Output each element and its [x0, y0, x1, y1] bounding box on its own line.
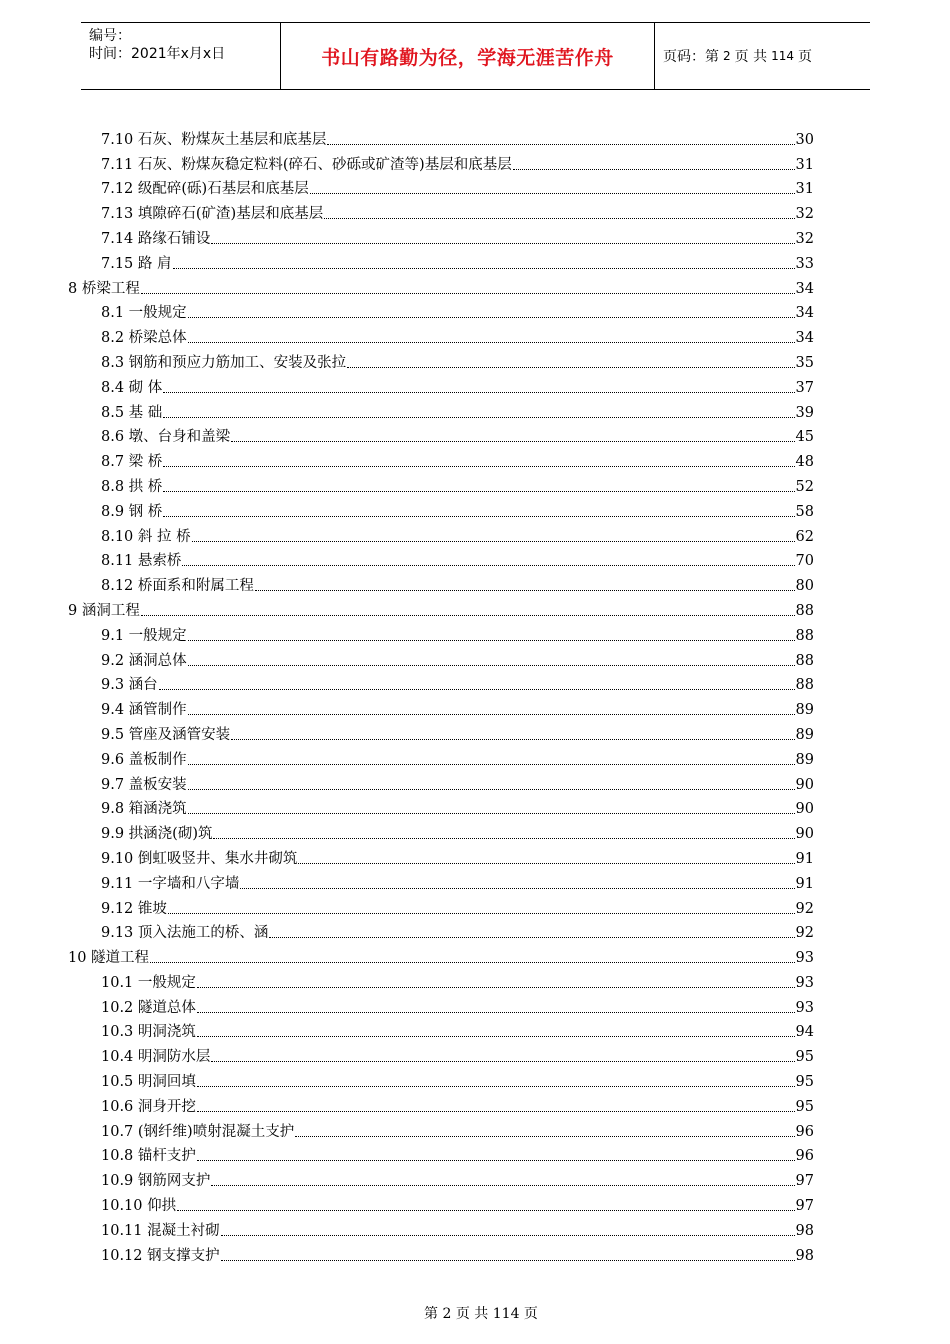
- toc-dot-leader: [327, 144, 794, 145]
- toc-entry[interactable]: [68, 471, 814, 496]
- toc-entry-page: 34: [795, 280, 814, 297]
- toc-dot-leader: [197, 1012, 795, 1013]
- toc-entry-title: 10.3 明洞浇筑: [101, 1024, 196, 1041]
- toc-dot-leader: [188, 764, 795, 765]
- toc-entry[interactable]: [68, 372, 814, 397]
- toc-entry-page: 89: [795, 751, 814, 768]
- page-suffix: 页: [798, 49, 812, 65]
- toc-entry-title: 10.7 (钢纤维)喷射混凝土支护: [101, 1123, 295, 1140]
- toc-entry-title: 8.1 一般规定: [101, 305, 187, 322]
- toc-entry[interactable]: [68, 992, 814, 1017]
- toc-entry-title: 8.12 桥面系和附属工程: [101, 578, 254, 595]
- toc-entry[interactable]: [68, 1041, 814, 1066]
- toc-entry[interactable]: [68, 670, 814, 695]
- toc-entry-title: 9.6 盖板制作: [101, 751, 187, 768]
- toc-entry-page: 39: [795, 404, 814, 421]
- toc-dot-leader: [163, 466, 794, 467]
- toc-entry-page: 96: [795, 1123, 814, 1140]
- toc-dot-leader: [211, 243, 794, 244]
- toc-entry[interactable]: [68, 223, 814, 248]
- toc-dot-leader: [231, 441, 794, 442]
- toc-dot-leader: [188, 789, 795, 790]
- toc-entry-title: 9.9 拱涵浇(砌)筑: [101, 826, 213, 843]
- toc-entry[interactable]: [68, 1215, 814, 1240]
- toc-entry-title: 8.5 基 础: [101, 404, 163, 421]
- toc-entry[interactable]: [68, 298, 814, 323]
- toc-entry-title: 9.3 涵台: [101, 677, 158, 694]
- toc-entry[interactable]: [68, 322, 814, 347]
- toc-entry-page: 95: [795, 1074, 814, 1091]
- toc-entry[interactable]: [68, 893, 814, 918]
- toc-entry-title: 7.11 石灰、粉煤灰稳定粒料(碎石、砂砾或矿渣等)基层和底基层: [101, 156, 512, 173]
- toc-entry-page: 30: [795, 131, 814, 148]
- toc-entry-title: 9.13 顶入法施工的桥、涵: [101, 925, 269, 942]
- toc-entry-title: 9.8 箱涵浇筑: [101, 801, 187, 818]
- toc-entry-page: 96: [795, 1148, 814, 1165]
- toc-entry[interactable]: [68, 1240, 814, 1265]
- toc-entry[interactable]: [68, 521, 814, 546]
- toc-dot-leader: [197, 1036, 795, 1037]
- toc-entry-page: 97: [795, 1173, 814, 1190]
- toc-entry-title: 8.2 桥梁总体: [101, 330, 187, 347]
- toc-entry[interactable]: [68, 1116, 814, 1141]
- toc-entry[interactable]: [68, 719, 814, 744]
- toc-entry[interactable]: [68, 1165, 814, 1190]
- toc-entry-page: 94: [795, 1024, 814, 1041]
- header-page-info: [655, 23, 870, 89]
- toc-entry[interactable]: [68, 124, 814, 149]
- toc-entry-page: 32: [795, 230, 814, 247]
- toc-entry[interactable]: [68, 942, 814, 967]
- toc-dot-leader: [211, 1061, 794, 1062]
- toc-dot-leader: [188, 714, 795, 715]
- toc-entry-page: 45: [795, 429, 814, 446]
- toc-entry-title: 8.10 斜 拉 桥: [101, 528, 191, 545]
- toc-entry-page: 92: [795, 900, 814, 917]
- toc-entry[interactable]: [68, 496, 814, 521]
- toc-entry-title: 10.10 仰拱: [101, 1198, 177, 1215]
- toc-entry[interactable]: [68, 967, 814, 992]
- page-footer: 第 2 页 共 114 页: [424, 1306, 538, 1322]
- toc-dot-leader: [141, 293, 795, 294]
- toc-entry-title: 10.9 钢筋网支护: [101, 1173, 211, 1190]
- toc-dot-leader: [163, 516, 794, 517]
- toc-entry-page: 33: [795, 255, 814, 272]
- toc-entry-page: 89: [795, 702, 814, 719]
- toc-entry[interactable]: [68, 397, 814, 422]
- toc-dot-leader: [197, 987, 795, 988]
- toc-entry-page: 62: [795, 528, 814, 545]
- toc-entry-title: 7.10 石灰、粉煤灰土基层和底基层: [101, 131, 327, 148]
- toc-entry[interactable]: [68, 570, 814, 595]
- toc-dot-leader: [255, 590, 795, 591]
- toc-dot-leader: [231, 739, 794, 740]
- toc-entry-page: 91: [795, 850, 814, 867]
- toc-entry-title: 10.5 明洞回填: [101, 1074, 196, 1091]
- toc-dot-leader: [221, 1260, 795, 1261]
- toc-entry-title: 9.10 倒虹吸竖井、集水井砌筑: [101, 850, 298, 867]
- toc-entry-page: 90: [795, 776, 814, 793]
- page-current: 2: [723, 49, 731, 63]
- toc-entry[interactable]: [68, 918, 814, 943]
- toc-dot-leader: [177, 1210, 794, 1211]
- toc-entry-title: 9.12 锥坡: [101, 900, 167, 917]
- toc-dot-leader: [197, 1086, 795, 1087]
- toc-dot-leader: [324, 218, 794, 219]
- toc-entry[interactable]: [68, 1017, 814, 1042]
- toc-entry[interactable]: [68, 744, 814, 769]
- toc-dot-leader: [513, 169, 795, 170]
- toc-entry-title: 8.4 砌 体: [101, 379, 163, 396]
- toc-dot-leader: [141, 615, 795, 616]
- toc-entry[interactable]: [68, 868, 814, 893]
- toc-entry[interactable]: [68, 273, 814, 298]
- toc-dot-leader: [298, 863, 794, 864]
- toc-entry[interactable]: [68, 446, 814, 471]
- toc-dot-leader: [310, 193, 795, 194]
- toc-entry-page: 31: [795, 181, 814, 198]
- toc-entry-page: 93: [795, 950, 814, 967]
- toc-entry-page: 90: [795, 801, 814, 818]
- toc-entry-page: 34: [795, 305, 814, 322]
- toc-entry[interactable]: [68, 149, 814, 174]
- toc-entry-page: 91: [795, 875, 814, 892]
- toc-entry[interactable]: [68, 546, 814, 571]
- document-time-label: 时间：2021年x月x日: [89, 46, 226, 62]
- toc-dot-leader: [188, 665, 795, 666]
- toc-entry[interactable]: [68, 595, 814, 620]
- header-meta: [81, 23, 281, 89]
- toc-entry-page: 31: [795, 156, 814, 173]
- toc-entry-page: 80: [795, 578, 814, 595]
- toc-entry-page: 37: [795, 379, 814, 396]
- toc-entry-page: 88: [795, 602, 814, 619]
- toc-entry[interactable]: [68, 198, 814, 223]
- toc-dot-leader: [269, 937, 794, 938]
- toc-entry-page: 98: [795, 1222, 814, 1239]
- toc-dot-leader: [159, 689, 795, 690]
- page-total: 114: [771, 49, 794, 63]
- page-mid: 页 共: [734, 49, 768, 65]
- toc-entry-page: 98: [795, 1247, 814, 1264]
- toc-dot-leader: [295, 1136, 794, 1137]
- toc-entry-title: 9.2 涵洞总体: [101, 652, 187, 669]
- toc-entry-title: 10 隧道工程: [68, 950, 150, 967]
- toc-entry[interactable]: [68, 694, 814, 719]
- header-motto: 书山有路勤为径，学海无涯苦作舟: [321, 46, 614, 69]
- toc-entry-title: 10.8 锚杆支护: [101, 1148, 196, 1165]
- toc-dot-leader: [188, 813, 795, 814]
- toc-entry-title: 10.6 洞身开挖: [101, 1098, 196, 1115]
- toc-entry-title: 7.12 级配碎(砾)石基层和底基层: [101, 181, 309, 198]
- toc-entry-title: 9.4 涵管制作: [101, 702, 187, 719]
- toc-entry-page: 35: [795, 354, 814, 371]
- toc-entry-page: 88: [795, 627, 814, 644]
- toc-dot-leader: [192, 541, 795, 542]
- toc-entry[interactable]: [68, 174, 814, 199]
- toc-dot-leader: [213, 838, 794, 839]
- toc-entry-title: 8.11 悬索桥: [101, 553, 182, 570]
- toc-entry[interactable]: [68, 248, 814, 273]
- toc-entry-title: 8.7 梁 桥: [101, 454, 163, 471]
- toc-entry-page: 32: [795, 206, 814, 223]
- toc-entry-title: 9.5 管座及涵管安装: [101, 726, 231, 743]
- toc-dot-leader: [347, 367, 794, 368]
- toc-dot-leader: [188, 342, 795, 343]
- toc-entry[interactable]: [68, 620, 814, 645]
- toc-dot-leader: [188, 640, 795, 641]
- toc-entry[interactable]: [68, 1141, 814, 1166]
- toc-dot-leader: [168, 913, 795, 914]
- toc-entry-page: 48: [795, 454, 814, 471]
- toc-entry-title: 9.7 盖板安装: [101, 776, 187, 793]
- toc-entry-page: 93: [795, 974, 814, 991]
- toc-dot-leader: [182, 565, 794, 566]
- toc-entry-page: 88: [795, 652, 814, 669]
- toc-entry-title: 10.11 混凝土衬砌: [101, 1222, 220, 1239]
- toc-entry[interactable]: [68, 843, 814, 868]
- toc-entry[interactable]: [68, 645, 814, 670]
- toc-entry-page: 88: [795, 677, 814, 694]
- toc-dot-leader: [150, 962, 794, 963]
- toc-entry[interactable]: [68, 347, 814, 372]
- page-prefix: 页码：第: [663, 49, 719, 65]
- toc-dot-leader: [240, 888, 794, 889]
- table-of-contents: [68, 124, 814, 1265]
- header-motto-cell: [281, 23, 655, 89]
- toc-entry-title: 9.1 一般规定: [101, 627, 187, 644]
- toc-entry-page: 95: [795, 1049, 814, 1066]
- toc-dot-leader: [163, 417, 794, 418]
- toc-entry-title: 7.14 路缘石铺设: [101, 230, 211, 247]
- toc-dot-leader: [188, 317, 795, 318]
- toc-entry-title: 8.9 钢 桥: [101, 503, 163, 520]
- toc-entry-title: 8 桥梁工程: [68, 280, 140, 297]
- toc-entry-title: 10.1 一般规定: [101, 974, 196, 991]
- toc-entry[interactable]: [68, 1066, 814, 1091]
- toc-entry-title: 7.13 填隙碎石(矿渣)基层和底基层: [101, 206, 324, 223]
- toc-entry-title: 8.3 钢筋和预应力筋加工、安装及张拉: [101, 354, 347, 371]
- toc-entry-title: 10.4 明洞防水层: [101, 1049, 211, 1066]
- toc-entry-page: 95: [795, 1098, 814, 1115]
- toc-entry-title: 10.2 隧道总体: [101, 999, 196, 1016]
- toc-entry-title: 8.8 拱 桥: [101, 478, 163, 495]
- toc-entry[interactable]: [68, 794, 814, 819]
- toc-dot-leader: [173, 268, 795, 269]
- toc-entry-page: 52: [795, 478, 814, 495]
- toc-dot-leader: [211, 1185, 794, 1186]
- toc-dot-leader: [163, 392, 794, 393]
- toc-entry[interactable]: [68, 422, 814, 447]
- toc-entry[interactable]: [68, 1190, 814, 1215]
- toc-entry-page: 34: [795, 330, 814, 347]
- toc-entry-page: 70: [795, 553, 814, 570]
- page-header: [81, 22, 870, 90]
- toc-entry[interactable]: [68, 769, 814, 794]
- toc-entry-title: 9.11 一字墙和八字墙: [101, 875, 240, 892]
- toc-dot-leader: [197, 1160, 795, 1161]
- toc-entry-page: 89: [795, 726, 814, 743]
- toc-dot-leader: [221, 1235, 795, 1236]
- document-number-label: 编号：: [89, 28, 131, 44]
- toc-entry-page: 92: [795, 925, 814, 942]
- toc-entry-page: 93: [795, 999, 814, 1016]
- toc-entry-title: 7.15 路 肩: [101, 255, 172, 272]
- toc-entry-page: 58: [795, 503, 814, 520]
- toc-dot-leader: [197, 1111, 795, 1112]
- toc-entry[interactable]: [68, 818, 814, 843]
- toc-entry-title: 10.12 钢支撑支护: [101, 1247, 220, 1264]
- toc-entry-page: 90: [795, 826, 814, 843]
- toc-entry-title: 8.6 墩、台身和盖梁: [101, 429, 231, 446]
- toc-dot-leader: [163, 491, 794, 492]
- toc-entry[interactable]: [68, 1091, 814, 1116]
- toc-entry-page: 97: [795, 1198, 814, 1215]
- toc-entry-title: 9 涵洞工程: [68, 602, 140, 619]
